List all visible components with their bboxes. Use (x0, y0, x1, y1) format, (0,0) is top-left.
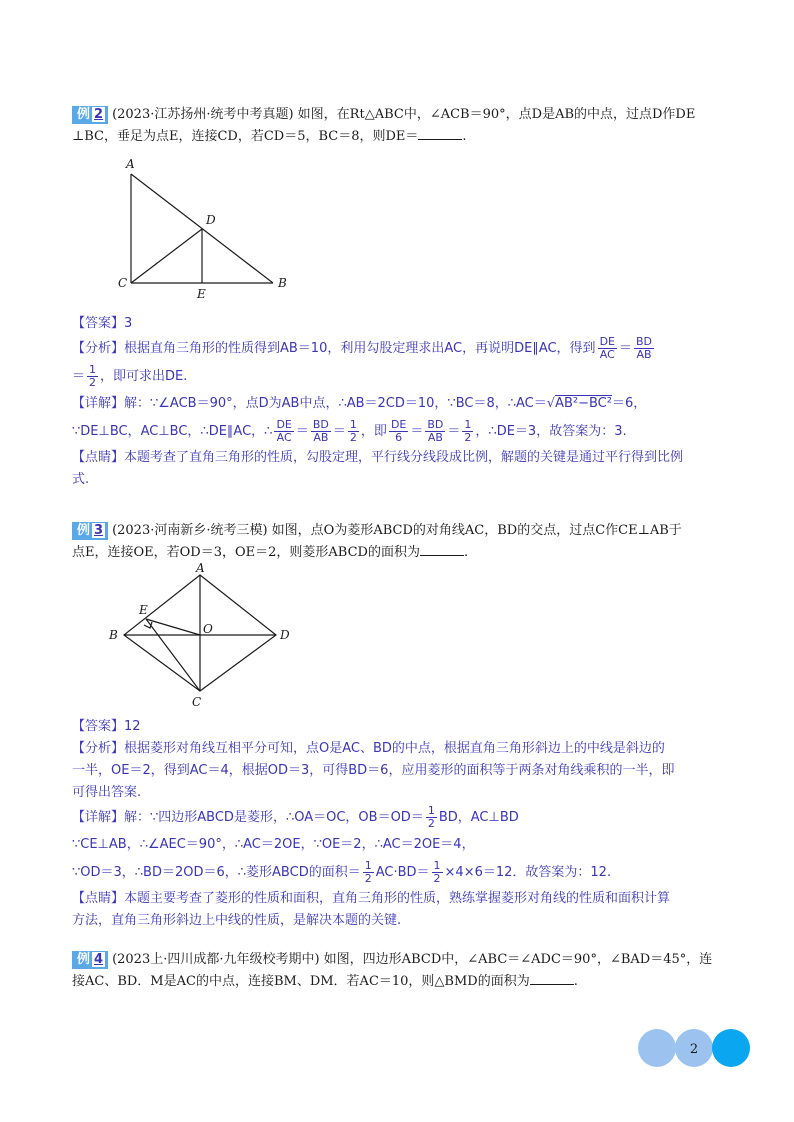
ex2-question-line1: 例 2 (2023·江苏扬州·统考中考真题) 如图，在Rt△ABC中，∠ACB＝90°，点D是AB的中点，过点D作DE (72, 104, 732, 126)
vertex-label: C (192, 695, 202, 709)
answer-line: 【答案】12 (72, 719, 141, 734)
comment-line: 【点睛】本题考查了直角三角形的性质，勾股定理，平行线分线段成比例，解题的关键是通过平行得到比例 (72, 450, 684, 465)
answer-blank (420, 555, 464, 556)
ex3-question-line2: 点E，连接OE，若OD＝3，OE＝2，则菱形ABCD的面积为 . (72, 545, 469, 560)
vertex-label: D (280, 628, 290, 642)
vertex-label: E (197, 287, 206, 301)
page-number: 2 (689, 1042, 699, 1057)
ex3-question-line1: 例 3 (2023·河南新乡·统考三模) 如图，点O为菱形ABCD的对角线AC，BD的交点，过点C作CE⊥AB于 (72, 520, 732, 542)
example-3 (72, 520, 732, 564)
detail-line: 【详解】解：∵∠ACB＝90°，点D为AB中点，∴AB＝2CD＝10，∵BC＝8，∴AC＝√AB²−BC²＝6， (72, 396, 647, 411)
detail-line: ∵OD＝3，∴BD＝2OD＝6，∴菱形ABCD的面积＝ $\frac{1}{2}$ AC·BD＝ $\frac{1}{2}$ ×4×6＝12．故答案为：12. (72, 859, 612, 885)
ex3-solution (72, 716, 732, 932)
answer-blank (418, 139, 462, 140)
example-tag: 例 4 (72, 951, 108, 969)
vertex-label: A (126, 157, 135, 171)
vertex-label: A (196, 562, 205, 575)
detail-line: ∵DE⊥BC，AC⊥BC，∴DE∥AC，∴ $\frac{DE}{AC}$ ＝ $\frac{BD}{AB}$ ＝ $\frac{1}{2}$ ，即 $\frac{DE}{6}$ ＝ $\frac{BD}{AB}$ ＝ $\frac{1}{2}$ ，∴DE＝3，故答案为：3. (72, 418, 627, 444)
vertex-label: B (278, 276, 287, 290)
answer-line: 【答案】3 (72, 316, 133, 331)
analysis-line: ＝ $\frac{1}{2}$ ，即可求出DE. (72, 363, 188, 389)
detail-line: 【详解】解：∵四边形ABCD是菱形，∴OA＝OC，OB＝OD＝ $\frac{1}{2}$ BD，AC⊥BD (72, 804, 519, 830)
ex2-question-line2: ⊥BC，垂足为点E，连接CD，若CD＝5，BC＝8，则DE＝ . (72, 129, 467, 144)
analysis-line: 【分析】根据直角三角形的性质得到AB＝10，利用勾股定理求出AC，再说明DE∥AC，得到 $\frac{DE}{AC}$ ＝ $\frac{BD}{AB}$ (72, 335, 653, 361)
example-2 (72, 104, 732, 148)
vertex-label: E (139, 603, 148, 617)
example-4 (72, 949, 732, 993)
comment-line: 方法，直角三角形斜边上中线的性质，是解决本题的关键. (72, 913, 402, 928)
vertex-label: O (203, 622, 213, 636)
ex3-figure (104, 562, 304, 712)
comment-line: 式. (72, 472, 90, 487)
ex4-question-line2: 接AC、BD．M是AC的中点，连接BM、DM．若AC＝10，则△BMD的面积为 . (72, 974, 578, 989)
analysis-line: 可得出答案. (72, 785, 142, 800)
ex4-question-line1: 例 4 (2023上·四川成都·九年级校考期中) 如图，四边形ABCD中，∠ABC＝∠ADC＝90°，∠BAD＝45°，连 (72, 949, 732, 971)
comment-line: 【点睛】本题主要考查了菱形的性质和面积，直角三角形的性质，熟练掌握菱形对角线的性质和面积计算 (72, 891, 671, 906)
vertex-label: D (206, 213, 216, 227)
vertex-label: C (118, 276, 128, 290)
ex2-figure (110, 152, 300, 302)
example-tag: 例 3 (72, 522, 108, 540)
answer-blank (530, 984, 574, 985)
example-tag: 例 2 (72, 106, 108, 124)
analysis-line: 一半，OE＝2，得到AC＝4，根据OD＝3，可得BD＝6，应用菱形的面积等于两条对角线乘积的一半，即 (72, 763, 675, 778)
page-number-badge (637, 1028, 751, 1068)
analysis-line: 【分析】根据菱形对角线互相平分可知，点O是AC、BD的中点，根据直角三角形斜边上的中线是斜边的 (72, 741, 665, 756)
detail-line: ∵CE⊥AB，∴∠AEC＝90°，∴AC＝2OE，∵OE＝2，∴AC＝2OE＝4， (72, 837, 475, 852)
ex2-solution (72, 313, 732, 491)
vertex-label: B (109, 628, 118, 642)
